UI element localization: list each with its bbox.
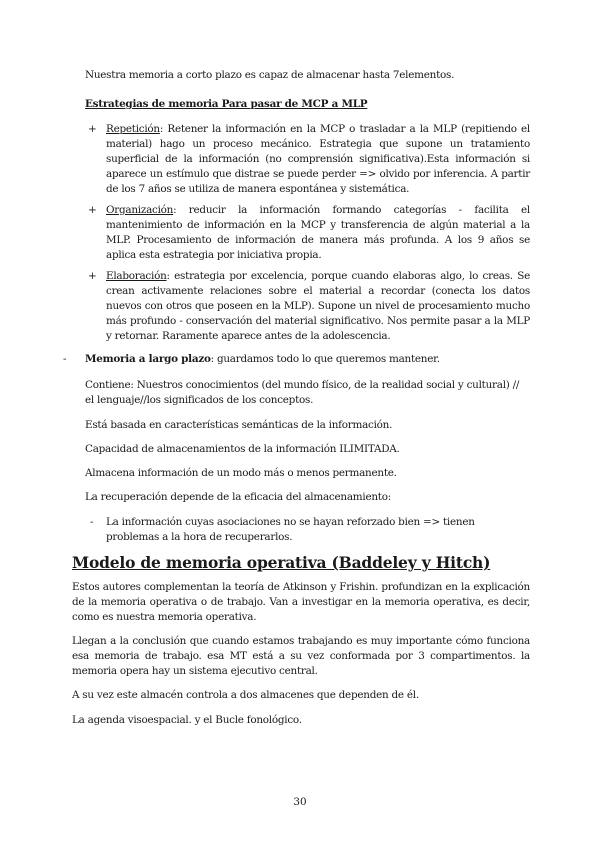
long-term-contains: Contiene: Nuestros conocimientos (del mundo físico, de la realidad social y cultural) // el lenguaje//los significados de los conceptos. — [85, 379, 520, 406]
bullet-plus-icon: + — [88, 204, 97, 216]
strategy-text: : estrategia por excelencia, porque cuando elaboras algo, lo creas. Se crean activamente relaciones sobre el material a recordar (conecta los datos nuevos con otros que poseen en la MLP). Supone un nivel de procesamiento mucho más profundo - conservación del material significativo. Nos permite pasar a la MLP y retornar. Raramente aparece antes de la adolescencia. — [106, 270, 530, 342]
paragraph: Llegan a la conclusión que cuando estamos trabajando es muy importante cómo funciona esa memoria de trabajo. esa MT está a su vez conformada por 3 compartimentos. la memoria opera hay un sistema ejecutivo central. — [72, 635, 530, 677]
bullet-plus-icon: + — [88, 123, 97, 135]
section-heading: Modelo de memoria operativa (Baddeley y Hitch) — [72, 553, 491, 572]
strategy-item-elaboracion — [106, 269, 530, 344]
long-term-label: Memoria a largo plazo — [85, 353, 211, 365]
paragraph: La agenda visoespacial. y el Bucle fonológico. — [72, 714, 302, 726]
strategy-text: : Retener la información en la MCP o trasladar a la MLP (repitiendo el material) hago un proceso mecánico. Estrategia que supone un tratamiento superficial de la información (no comprensión significativa).Esta información si aparece un estímulo que distrae se puede perder => olvido por inferencia. A partir de los 7 años se utiliza de manera espontánea y sistemática. — [106, 123, 530, 195]
strategies-heading: Estrategias de memoria Para pasar de MCP a MLP — [85, 98, 368, 110]
strategy-term: Repetición — [106, 123, 160, 135]
strategy-item-repeticion — [106, 122, 530, 197]
intro-sentence: Nuestra memoria a corto plazo es capaz de almacenar hasta 7elementos. — [85, 69, 455, 81]
page-number: 30 — [293, 796, 307, 808]
long-term-text: : guardamos todo lo que queremos mantener. — [210, 353, 440, 365]
long-term-capacity: Capacidad de almacenamientos de la información ILIMITADA. — [85, 443, 400, 455]
bullet-plus-icon: + — [88, 270, 97, 282]
strategy-item-organizacion — [106, 203, 530, 263]
strategy-term: Elaboración — [106, 270, 167, 282]
long-term-memory-line — [85, 352, 530, 367]
long-term-sub-item: La información cuyas asociaciones no se hayan reforzado bien => tienen problemas a la hora de recuperarlos. — [106, 516, 475, 543]
long-term-retrieval: La recuperación depende de la eficacia del almacenamiento: — [85, 491, 391, 503]
paragraph: A su vez este almacén controla a dos almacenes que dependen de él. — [72, 689, 419, 701]
dash-bullet-icon: - — [90, 516, 94, 528]
long-term-semantic: Está basada en características semánticas de la información. — [85, 419, 393, 431]
dash-bullet-icon: - — [63, 353, 67, 365]
strategy-term: Organización — [106, 204, 174, 216]
long-term-storage: Almacena información de un modo más o menos permanente. — [85, 467, 397, 479]
strategy-text: : reducir la información formando categorías - facilita el mantenimiento de información en la MCP y transferencia de algún material a la MLP. Procesamiento de información de manera más profunda. A los 9 años se aplica esta estrategia por iniciativa propia. — [106, 204, 530, 261]
paragraph: Estos autores complementan la teoría de Atkinson y Frishin. profundizan en la explicación de la memoria operativa o de trabajo. Van a investigar en la memoria operativa, es decir, como es nuestra memoria operativa. — [72, 581, 530, 623]
